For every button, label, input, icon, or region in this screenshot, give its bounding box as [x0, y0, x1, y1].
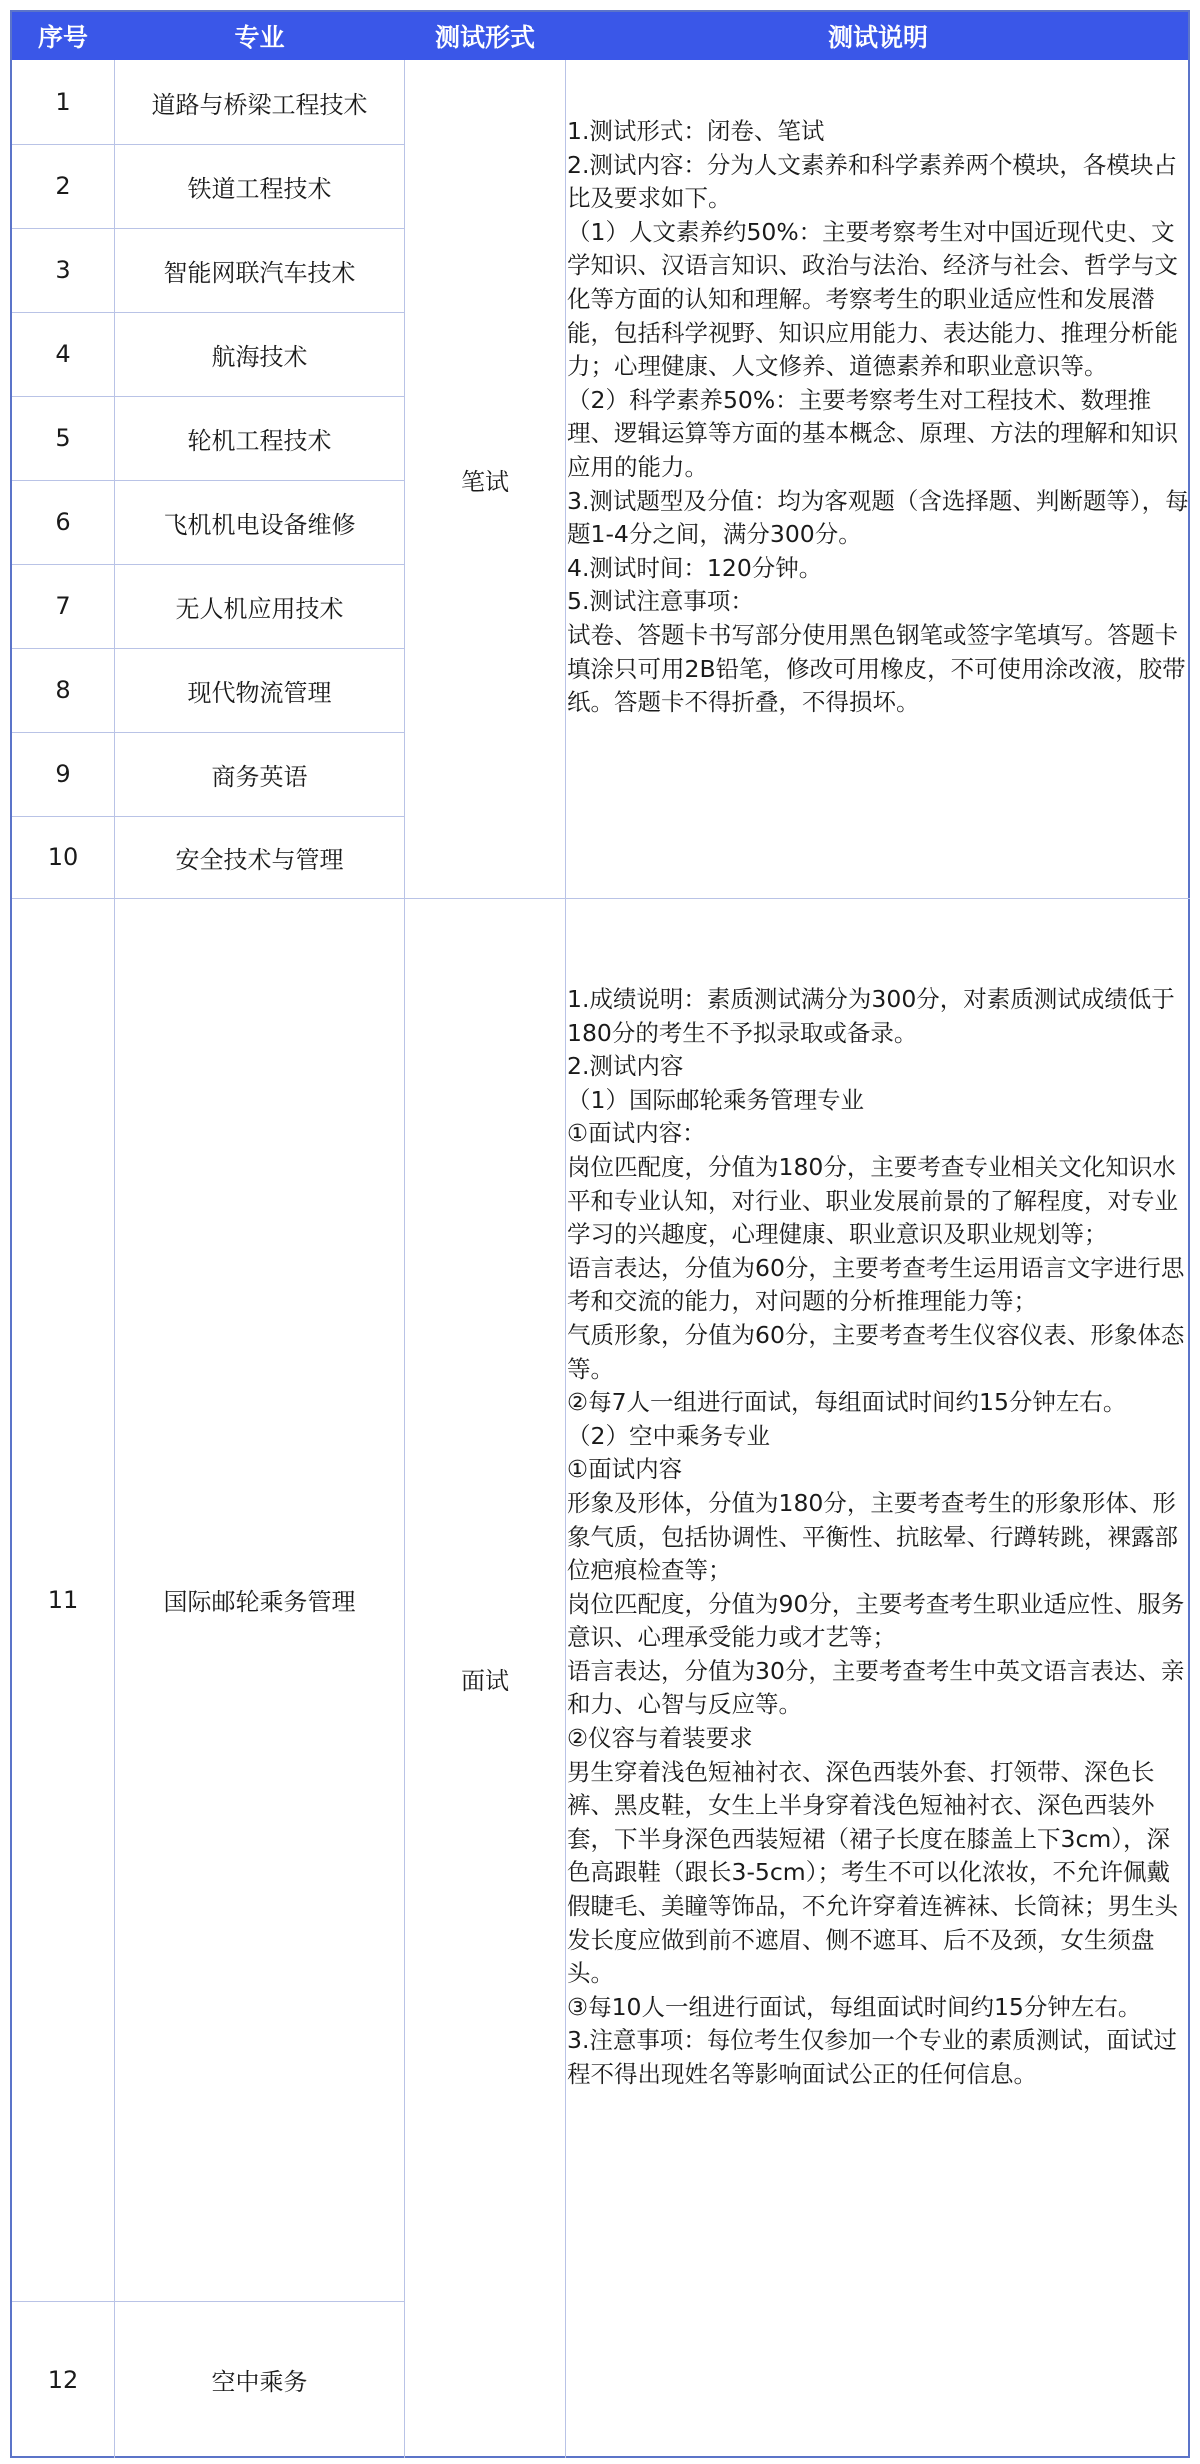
row-major: 商务英语 [211, 762, 308, 791]
header-desc: 测试说明 [827, 23, 928, 52]
row-major: 铁道工程技术 [187, 174, 332, 203]
format-cell-written: 笔试 [461, 467, 509, 496]
row-seq: 2 [55, 172, 71, 200]
row-major: 智能网联汽车技术 [163, 258, 356, 287]
row-seq: 8 [55, 676, 71, 704]
row-seq: 6 [55, 508, 71, 536]
exam-table [10, 10, 1190, 2458]
row-seq: 11 [47, 1585, 79, 1614]
row-major: 无人机应用技术 [175, 594, 344, 623]
row-major: 空中乘务 [211, 2368, 308, 2396]
row-seq: 1 [55, 88, 71, 116]
row-seq: 3 [55, 256, 71, 284]
row-major: 轮机工程技术 [187, 426, 332, 455]
row-seq: 12 [47, 2365, 79, 2394]
table-header [12, 12, 1188, 60]
row-major: 飞机机电设备维修 [163, 510, 356, 539]
row-seq: 5 [55, 424, 71, 452]
group-divider [12, 898, 1190, 899]
row-major: 现代物流管理 [187, 678, 332, 707]
row-major: 国际邮轮乘务管理 [163, 1588, 356, 1616]
row-seq: 7 [55, 592, 71, 620]
desc-written: 1.测试形式：闭卷、笔试 2.测试内容：分为人文素养和科学素养两个模块，各模块占比及要求如下。 （1）人文素养约50%：主要考察考生对中国近现代史、文学知识、汉语言知识、政治与法治、经济与社会、哲学与文化等方面的认知和理解。考察考生的职业适应性和发展潜能，包括科学视野、知识应用能力、表达能力、推理分析能力；心理健康、人文修养、道德素养和职业意识等。 （2）科学素养50%：主要考察考生对工程技术、数理推理、逻辑运算等方面的基本概念、原理、方法的理解和知识应用的能力。 3.测试题型及分值：均为客观题（含选择题、判断题等），每题1-4分之间，满分300分。 4.测试时间：120分钟。 5.测试注意事项： 试卷、答题卡书写部分使用黑色钢笔或签字笔填写。答题卡填涂只可用2B铅笔，修改可用橡皮，不可使用涂改液，胶带纸。答题卡不得折叠，不得损坏。 [567, 117, 1189, 717]
row-major: 安全技术与管理 [175, 845, 344, 874]
row-seq: 9 [55, 760, 71, 788]
format-cell-interview: 面试 [461, 1666, 509, 1695]
row-major: 道路与桥梁工程技术 [151, 90, 368, 119]
header-seq: 序号 [37, 23, 88, 52]
row-major: 航海技术 [211, 342, 308, 371]
row-seq: 4 [55, 340, 71, 368]
header-major: 专业 [234, 23, 285, 52]
row-seq: 10 [47, 843, 79, 871]
grid-line [565, 60, 566, 2458]
desc-interview: 1.成绩说明：素质测试满分为300分，对素质测试成绩低于180分的考生不予拟录取或备录。 2.测试内容 （1）国际邮轮乘务管理专业 ①面试内容： 岗位匹配度，分值为180分，主要考查专业相关文化知识水平和专业认知，对行业、职业发展前景的了解程度，对专业学习的兴趣度，心理健康、职业意识及职业规划等； 语言表达，分值为60分，主要考查考生运用语言文字进行思考和交流的能力，对问题的分析推理能力等； 气质形象，分值为60分，主要考查考生仪容仪表、形象体态等。 ②每7人一组进行面试，每组面试时间约15分钟左右。 （2）空中乘务专业 ①面试内容 形象及形体，分值为180分，主要考查考生的形象形体、形象气质，包括协调性、平衡性、抗眩晕、行蹲转跳，裸露部位疤痕检查等； 岗位匹配度，分值为90分，主要考查考生职业适应性、服务意识、心理承受能力或才艺等； 语言表达，分值为30分，主要考查考生中英文语言表达、亲和力、心智与反应等。 ②仪容与着装要求 男生穿着浅色短袖衬衣、深色西装外套、打领带、深色长裤、黑皮鞋，女生上半身穿着浅色短袖衬衣、深色西装外套，下半身深色西装短裙（裙子长度在膝盖上下3cm），深色高跟鞋（跟长3-5cm）；考生不可以化浓妆，不允许佩戴假睫毛、美瞳等饰品，不允许穿着连裤袜、长筒袜；男生头发长度应做到前不遮眉、侧不遮耳、后不及颈，女生须盘头。 ③每10人一组进行面试，每组面试时间约15分钟左右。 3.注意事项：每位考生仅参加一个专业的素质测试，面试过程不得出现姓名等影响面试公正的任何信息。 [567, 985, 1185, 2088]
header-format: 测试形式 [434, 23, 535, 52]
